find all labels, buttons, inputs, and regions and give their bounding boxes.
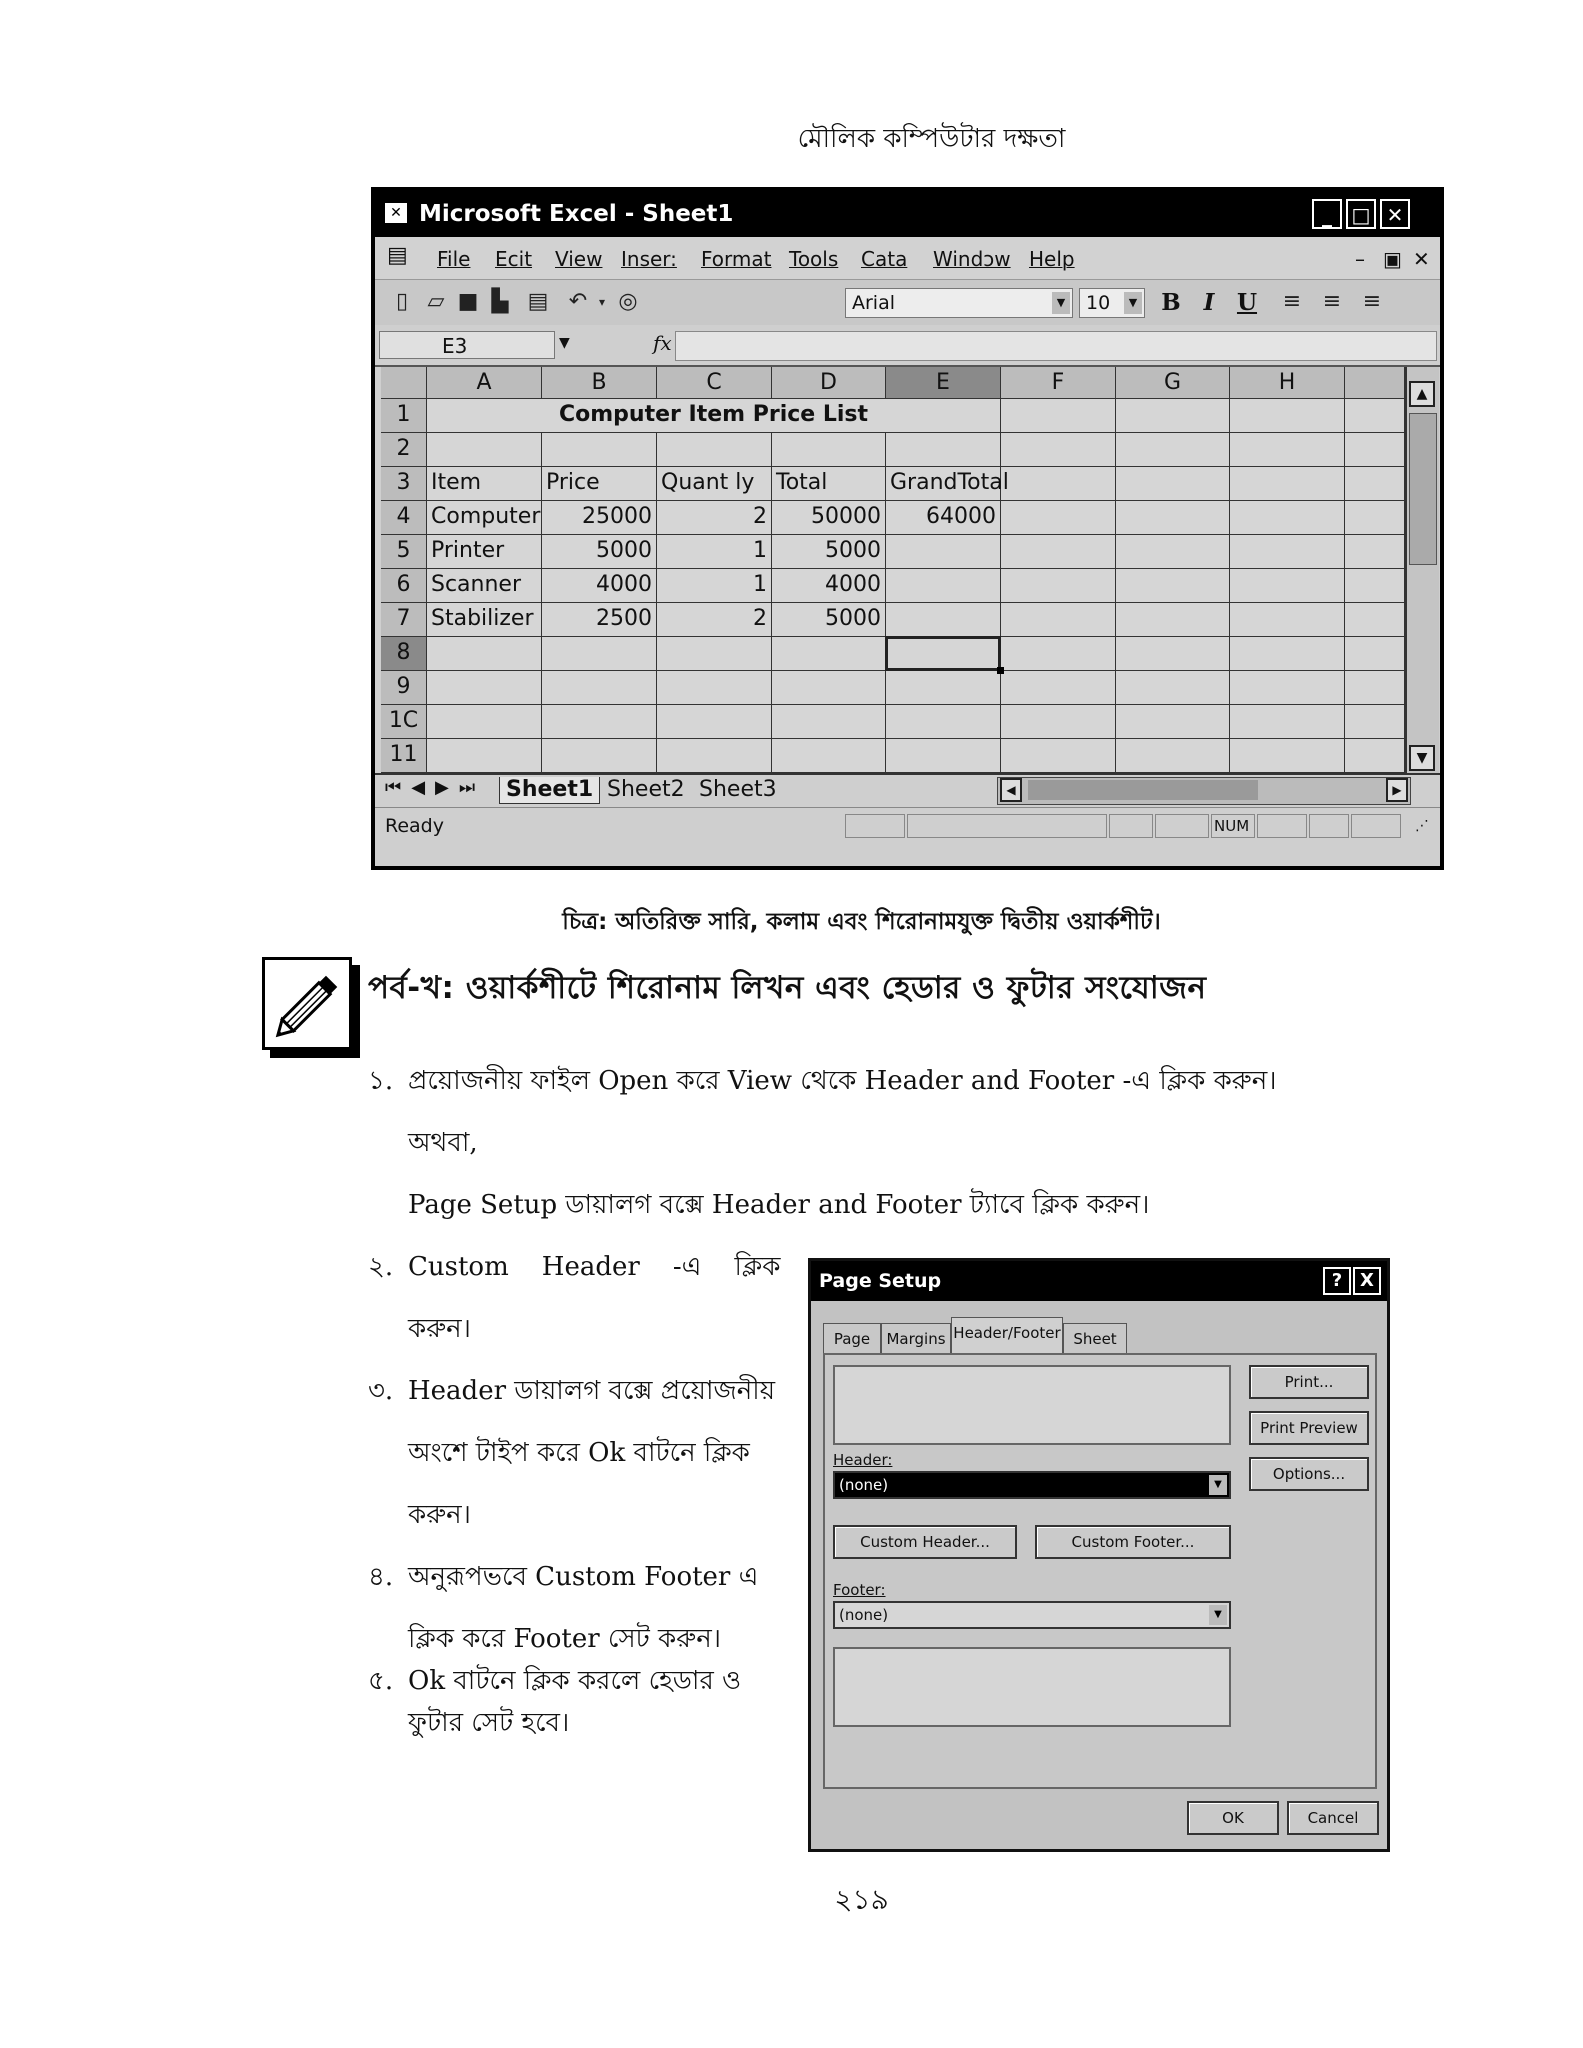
print-button[interactable]: Print... xyxy=(1249,1365,1369,1399)
footer-preview xyxy=(833,1647,1231,1727)
grid-cell[interactable] xyxy=(1001,433,1116,467)
name-box-value: E3 xyxy=(442,334,468,358)
grid-cell[interactable] xyxy=(1001,399,1116,433)
grid-cell[interactable] xyxy=(772,433,886,467)
status-panel xyxy=(1309,814,1349,838)
grid-cell[interactable] xyxy=(1116,399,1230,433)
grid-cell[interactable] xyxy=(1001,671,1116,705)
grid-cell[interactable] xyxy=(427,433,542,467)
permission-icon[interactable]: ▙ xyxy=(491,289,509,314)
hscroll-thumb[interactable] xyxy=(1028,780,1258,800)
step-4-cont: ক্লিক করে Footer সেট করুন। xyxy=(408,1624,722,1654)
grid-cell[interactable] xyxy=(657,739,772,773)
cell-a5[interactable]: Printer xyxy=(427,535,542,569)
resize-grip-icon[interactable]: ⋰ xyxy=(1415,818,1429,834)
print-preview-button[interactable]: Print Preview xyxy=(1249,1411,1369,1445)
step-number: ৪. xyxy=(368,1562,394,1592)
dialog-title-bar xyxy=(811,1261,1387,1301)
grid-cell[interactable] xyxy=(1230,399,1345,433)
tab-margins[interactable]: Margins xyxy=(881,1323,951,1353)
footer-select-value: (none) xyxy=(839,1606,889,1624)
header-label: Header: xyxy=(833,1451,893,1469)
menu-data[interactable]: Cata xyxy=(861,247,908,271)
status-panel xyxy=(1351,814,1401,838)
menu-help[interactable]: Help xyxy=(1029,247,1075,271)
grid-cell[interactable] xyxy=(542,433,657,467)
grid-cell[interactable] xyxy=(886,739,1001,773)
grid-cell[interactable] xyxy=(1001,501,1116,535)
grid-cell[interactable] xyxy=(1001,467,1116,501)
step-3-cont2: করুন। xyxy=(408,1500,471,1530)
excel-window xyxy=(371,187,1444,870)
status-panel xyxy=(1109,814,1153,838)
col-header-e[interactable]: E xyxy=(886,367,1001,399)
grid-cell[interactable] xyxy=(1001,535,1116,569)
grid-cell[interactable] xyxy=(1116,603,1230,637)
close-button[interactable]: ✕ xyxy=(1380,199,1410,229)
grid-cell[interactable] xyxy=(1230,603,1345,637)
cell-b4[interactable]: 25000 xyxy=(542,501,657,535)
minimize-button[interactable]: _ xyxy=(1312,199,1342,229)
align-center-icon[interactable]: ≡ xyxy=(1322,289,1342,314)
cell-a6[interactable]: Scanner xyxy=(427,569,542,603)
grid-cell[interactable] xyxy=(1345,603,1405,637)
help-icon[interactable]: ◎ xyxy=(618,289,638,314)
grid-cell[interactable] xyxy=(886,569,1001,603)
doc-restore-icon[interactable]: ▣ xyxy=(1383,247,1402,271)
custom-header-button[interactable]: Custom Header... xyxy=(833,1525,1017,1559)
status-text: Ready xyxy=(385,815,444,837)
grid-cell[interactable] xyxy=(1345,501,1405,535)
grid-cell[interactable] xyxy=(1001,569,1116,603)
maximize-button[interactable]: □ xyxy=(1346,199,1376,229)
menu-view[interactable]: View xyxy=(555,247,603,271)
grid-cell[interactable] xyxy=(427,705,542,739)
row-header-4[interactable]: 4 xyxy=(381,501,427,535)
num-lock-indicator: NUM xyxy=(1211,814,1255,838)
tab-scroll-icons[interactable]: ⏮◀▶⏭ xyxy=(385,777,486,798)
scroll-down-icon[interactable]: ▼ xyxy=(1409,745,1435,771)
align-right-icon[interactable]: ≡ xyxy=(1362,289,1382,314)
menu-file[interactable]: File xyxy=(437,247,471,271)
active-cell-e8[interactable] xyxy=(885,636,1001,671)
cell-d3[interactable]: Total xyxy=(772,467,886,501)
cell-d7[interactable]: 5000 xyxy=(772,603,886,637)
excel-app-icon: ✕ xyxy=(385,203,407,223)
step-text: Header ডায়ালগ বক্সে প্রয়োজনীয় xyxy=(408,1376,776,1406)
grid-cell[interactable] xyxy=(1345,535,1405,569)
grid-cell[interactable] xyxy=(1001,603,1116,637)
chevron-down-icon[interactable]: ▼ xyxy=(1209,1605,1227,1625)
grid-cell[interactable] xyxy=(427,739,542,773)
row-header-2[interactable]: 2 xyxy=(381,433,427,467)
chevron-down-icon[interactable]: ▼ xyxy=(1209,1475,1227,1495)
grid-cell[interactable] xyxy=(657,705,772,739)
cell-b6[interactable]: 4000 xyxy=(542,569,657,603)
menu-bar xyxy=(375,237,1440,279)
cell-e3[interactable]: GrandTotal xyxy=(886,467,1001,501)
grid-cell[interactable] xyxy=(1116,535,1230,569)
grid-cell[interactable] xyxy=(886,603,1001,637)
running-head: মৌলিক কম্পিউটার দক্ষতা xyxy=(797,124,1066,154)
bold-button[interactable]: B xyxy=(1161,289,1181,316)
grid-cell[interactable] xyxy=(1230,501,1345,535)
grid-cell[interactable] xyxy=(1116,739,1230,773)
tab-sheet2[interactable]: Sheet2 xyxy=(607,777,685,802)
grid-cell[interactable] xyxy=(1116,467,1230,501)
vertical-scrollbar[interactable] xyxy=(1405,367,1439,773)
underline-button[interactable]: U xyxy=(1236,289,1258,316)
grid-cell[interactable] xyxy=(1116,433,1230,467)
cell-c4[interactable]: 2 xyxy=(657,501,772,535)
cell-b5[interactable]: 5000 xyxy=(542,535,657,569)
step-number: ১. xyxy=(368,1066,394,1096)
menu-format[interactable]: Format xyxy=(701,247,772,271)
grid-cell[interactable] xyxy=(1230,739,1345,773)
row-header-10[interactable]: 1C xyxy=(381,705,427,739)
row-header-3[interactable]: 3 xyxy=(381,467,427,501)
align-left-icon[interactable]: ≡ xyxy=(1282,289,1302,314)
cell-d4[interactable]: 50000 xyxy=(772,501,886,535)
cell-a4[interactable]: Computer xyxy=(427,501,542,535)
grid-cell[interactable] xyxy=(1230,467,1345,501)
row-header-9[interactable]: 9 xyxy=(381,671,427,705)
status-bar xyxy=(375,807,1440,844)
cell-c5[interactable]: 1 xyxy=(657,535,772,569)
menu-edit[interactable]: Ecit xyxy=(495,247,533,271)
cell-b3[interactable]: Price xyxy=(542,467,657,501)
menu-insert[interactable]: Inser: xyxy=(621,247,677,271)
cell-c3[interactable]: Quant ly xyxy=(657,467,772,501)
font-name-value: Arial xyxy=(852,292,896,314)
header-select-value: (none) xyxy=(839,1476,889,1494)
grid-cell[interactable] xyxy=(772,671,886,705)
step-3-cont: অংশে টাইপ করে Ok বাটনে ক্লিক xyxy=(408,1438,750,1468)
cell-e4[interactable]: 64000 xyxy=(886,501,1001,535)
toolbar xyxy=(375,279,1440,327)
step-5 xyxy=(368,1660,741,1704)
col-header-b[interactable]: B xyxy=(542,367,657,399)
cell-b7[interactable]: 2500 xyxy=(542,603,657,637)
grid-cell[interactable] xyxy=(542,637,657,671)
grid-cell[interactable] xyxy=(1001,637,1116,671)
undo-dropdown-icon[interactable]: ▾ xyxy=(598,295,606,309)
grid-cell[interactable] xyxy=(1116,705,1230,739)
status-panel xyxy=(845,814,905,838)
grid-cell[interactable] xyxy=(427,671,542,705)
cell-a7[interactable]: Stabilizer xyxy=(427,603,542,637)
row-header-7[interactable]: 7 xyxy=(381,603,427,637)
grid-cell[interactable] xyxy=(886,705,1001,739)
grid-cell[interactable] xyxy=(1345,671,1405,705)
font-size-value: 10 xyxy=(1086,292,1111,314)
pencil-icon xyxy=(265,960,349,1047)
figure-caption: চিত্র: অতিরিক্ত সারি, কলাম এবং শিরোনামযুক্ত দ্বিতীয় ওয়ার্কশীট। xyxy=(562,909,1161,935)
section-title: পর্ব-খ: ওয়ার্কশীটে শিরোনাম লিখন এবং হেডার ও ফুটার সংযোজন xyxy=(368,970,1207,1006)
step-4 xyxy=(368,1556,758,1600)
options-button[interactable]: Options... xyxy=(1249,1457,1369,1491)
fx-icon[interactable]: fx xyxy=(653,331,672,355)
new-icon[interactable]: ▯ xyxy=(395,289,409,314)
grid-cell[interactable] xyxy=(657,433,772,467)
grid-cell[interactable] xyxy=(1230,637,1345,671)
grid-cell[interactable] xyxy=(1345,569,1405,603)
menu-window[interactable]: Windɔw xyxy=(933,247,1011,271)
cell-c7[interactable]: 2 xyxy=(657,603,772,637)
grid-cell[interactable] xyxy=(1345,705,1405,739)
doc-minimize-icon[interactable]: – xyxy=(1355,247,1365,271)
row-header-11[interactable]: 11 xyxy=(381,739,427,773)
step-3 xyxy=(368,1370,775,1414)
menu-tools[interactable]: Tools xyxy=(789,247,839,271)
help-button[interactable]: ? xyxy=(1323,1267,1351,1295)
chevron-down-icon[interactable]: ▼ xyxy=(1124,292,1142,314)
chevron-down-icon[interactable]: ▼ xyxy=(1052,292,1070,314)
cell-d5[interactable]: 5000 xyxy=(772,535,886,569)
step-number: ২. xyxy=(368,1252,394,1282)
horizontal-scrollbar[interactable] xyxy=(997,777,1411,805)
col-header-g[interactable]: G xyxy=(1116,367,1230,399)
select-all-corner[interactable] xyxy=(381,367,427,399)
grid-cell[interactable] xyxy=(1001,705,1116,739)
status-panel xyxy=(1257,814,1307,838)
grid-cell[interactable] xyxy=(1230,705,1345,739)
cell-d6[interactable]: 4000 xyxy=(772,569,886,603)
grid-cell[interactable] xyxy=(1230,433,1345,467)
grid-cell[interactable] xyxy=(772,705,886,739)
step-1-or: অথবা, xyxy=(408,1128,478,1158)
cell-c6[interactable]: 1 xyxy=(657,569,772,603)
cell-a3[interactable]: Item xyxy=(427,467,542,501)
font-size-box[interactable] xyxy=(1079,288,1145,318)
grid-cell[interactable] xyxy=(1116,637,1230,671)
page-setup-dialog xyxy=(808,1258,1390,1852)
formula-input[interactable] xyxy=(675,331,1437,361)
grid-cell[interactable] xyxy=(427,637,542,671)
step-text: Custom Header -এ ক্লিক xyxy=(408,1252,781,1282)
grid-cell[interactable] xyxy=(657,637,772,671)
grid-cell[interactable] xyxy=(886,433,1001,467)
scroll-left-icon[interactable]: ◀ xyxy=(1000,778,1022,802)
dialog-title: Page Setup xyxy=(819,1270,942,1292)
save-icon[interactable]: ■ xyxy=(457,289,479,314)
header-preview xyxy=(833,1365,1231,1445)
scroll-right-icon[interactable]: ▶ xyxy=(1386,778,1408,802)
grid-cell[interactable] xyxy=(1345,739,1405,773)
tab-sheet3[interactable]: Sheet3 xyxy=(699,777,777,802)
step-1 xyxy=(368,1060,1277,1104)
name-box-dropdown-icon[interactable]: ▼ xyxy=(559,335,570,351)
tab-header-footer[interactable]: Header/Footer xyxy=(951,1317,1063,1354)
step-text: Ok বাটনে ক্লিক করলে হেডার ও xyxy=(408,1666,742,1696)
grid-cell[interactable] xyxy=(1230,671,1345,705)
dialog-close-button[interactable]: X xyxy=(1353,1267,1381,1295)
footer-select[interactable] xyxy=(833,1601,1231,1629)
row-header-6[interactable]: 6 xyxy=(381,569,427,603)
grid-cell[interactable] xyxy=(1116,671,1230,705)
status-panel xyxy=(1155,814,1209,838)
open-icon[interactable]: ▱ xyxy=(427,289,445,314)
fill-handle[interactable] xyxy=(997,667,1004,674)
step-2-cont: করুন। xyxy=(408,1314,471,1344)
col-header-a[interactable]: A xyxy=(427,367,542,399)
row-header-5[interactable]: 5 xyxy=(381,535,427,569)
grid-cell[interactable] xyxy=(772,637,886,671)
ok-button[interactable]: OK xyxy=(1187,1801,1279,1835)
col-header-f[interactable]: F xyxy=(1001,367,1116,399)
grid-cell[interactable] xyxy=(1345,399,1405,433)
step-5-cont: ফুটার সেট হবে। xyxy=(408,1708,570,1738)
grid-cell[interactable] xyxy=(1345,467,1405,501)
workbook-icon[interactable]: ▤ xyxy=(387,243,408,268)
footer-label: Footer: xyxy=(833,1581,886,1599)
col-header-d[interactable]: D xyxy=(772,367,886,399)
grid-cell[interactable] xyxy=(542,705,657,739)
col-header-h[interactable]: H xyxy=(1230,367,1345,399)
grid-cell[interactable] xyxy=(1001,739,1116,773)
col-header-i[interactable] xyxy=(1345,367,1405,399)
grid-cell[interactable] xyxy=(542,739,657,773)
grid-cell[interactable] xyxy=(542,671,657,705)
grid-cell[interactable] xyxy=(1345,433,1405,467)
tab-sheet1[interactable]: Sheet1 xyxy=(499,777,600,804)
formula-bar xyxy=(375,325,1440,367)
cancel-button[interactable]: Cancel xyxy=(1287,1801,1379,1835)
tab-page[interactable]: Page xyxy=(823,1323,881,1353)
grid-cell[interactable] xyxy=(772,739,886,773)
step-text: অনুরূপভবে Custom Footer এ xyxy=(408,1562,759,1592)
font-name-box[interactable] xyxy=(845,288,1073,318)
doc-close-icon[interactable]: ✕ xyxy=(1413,247,1430,271)
grid-cell[interactable] xyxy=(1230,569,1345,603)
name-box[interactable] xyxy=(379,331,555,359)
step-text: প্রয়োজনীয় ফাইল Open করে View থেকে Header and Footer -এ ক্লিক করুন। xyxy=(408,1066,1277,1096)
scroll-up-icon[interactable]: ▲ xyxy=(1409,381,1435,407)
row-header-8[interactable]: 8 xyxy=(381,637,427,671)
grid-cell[interactable] xyxy=(1116,569,1230,603)
grid-cell[interactable] xyxy=(1345,637,1405,671)
col-header-c[interactable]: C xyxy=(657,367,772,399)
title-cell[interactable]: Computer Item Price List xyxy=(427,399,1001,433)
custom-footer-button[interactable]: Custom Footer... xyxy=(1035,1525,1231,1559)
grid-cell[interactable] xyxy=(886,535,1001,569)
step-number: ৫. xyxy=(368,1666,394,1696)
grid-cell[interactable] xyxy=(886,671,1001,705)
step-1-alt: Page Setup ডায়ালগ বক্সে Header and Footer ট্যাবে ক্লিক করুন। xyxy=(408,1190,1150,1220)
tab-sheet[interactable]: Sheet xyxy=(1063,1323,1127,1353)
page-number: ২১৯ xyxy=(834,1883,889,1916)
header-footer-pane xyxy=(823,1353,1377,1789)
header-select[interactable] xyxy=(833,1471,1231,1499)
pencil-icon-box xyxy=(262,957,352,1050)
print-icon[interactable]: ▤ xyxy=(527,289,549,314)
row-header-1[interactable]: 1 xyxy=(381,399,427,433)
grid-cell[interactable] xyxy=(657,671,772,705)
status-panel xyxy=(907,814,1107,838)
grid-cell[interactable] xyxy=(1230,535,1345,569)
scroll-thumb[interactable] xyxy=(1409,413,1437,565)
undo-icon[interactable]: ↶ xyxy=(568,289,588,314)
italic-button[interactable]: I xyxy=(1203,289,1215,316)
step-2 xyxy=(368,1246,780,1290)
excel-window-title: Microsoft Excel - Sheet1 xyxy=(419,201,734,227)
excel-title-bar xyxy=(375,191,1440,237)
step-number: ৩. xyxy=(368,1376,394,1406)
grid-cell[interactable] xyxy=(1116,501,1230,535)
